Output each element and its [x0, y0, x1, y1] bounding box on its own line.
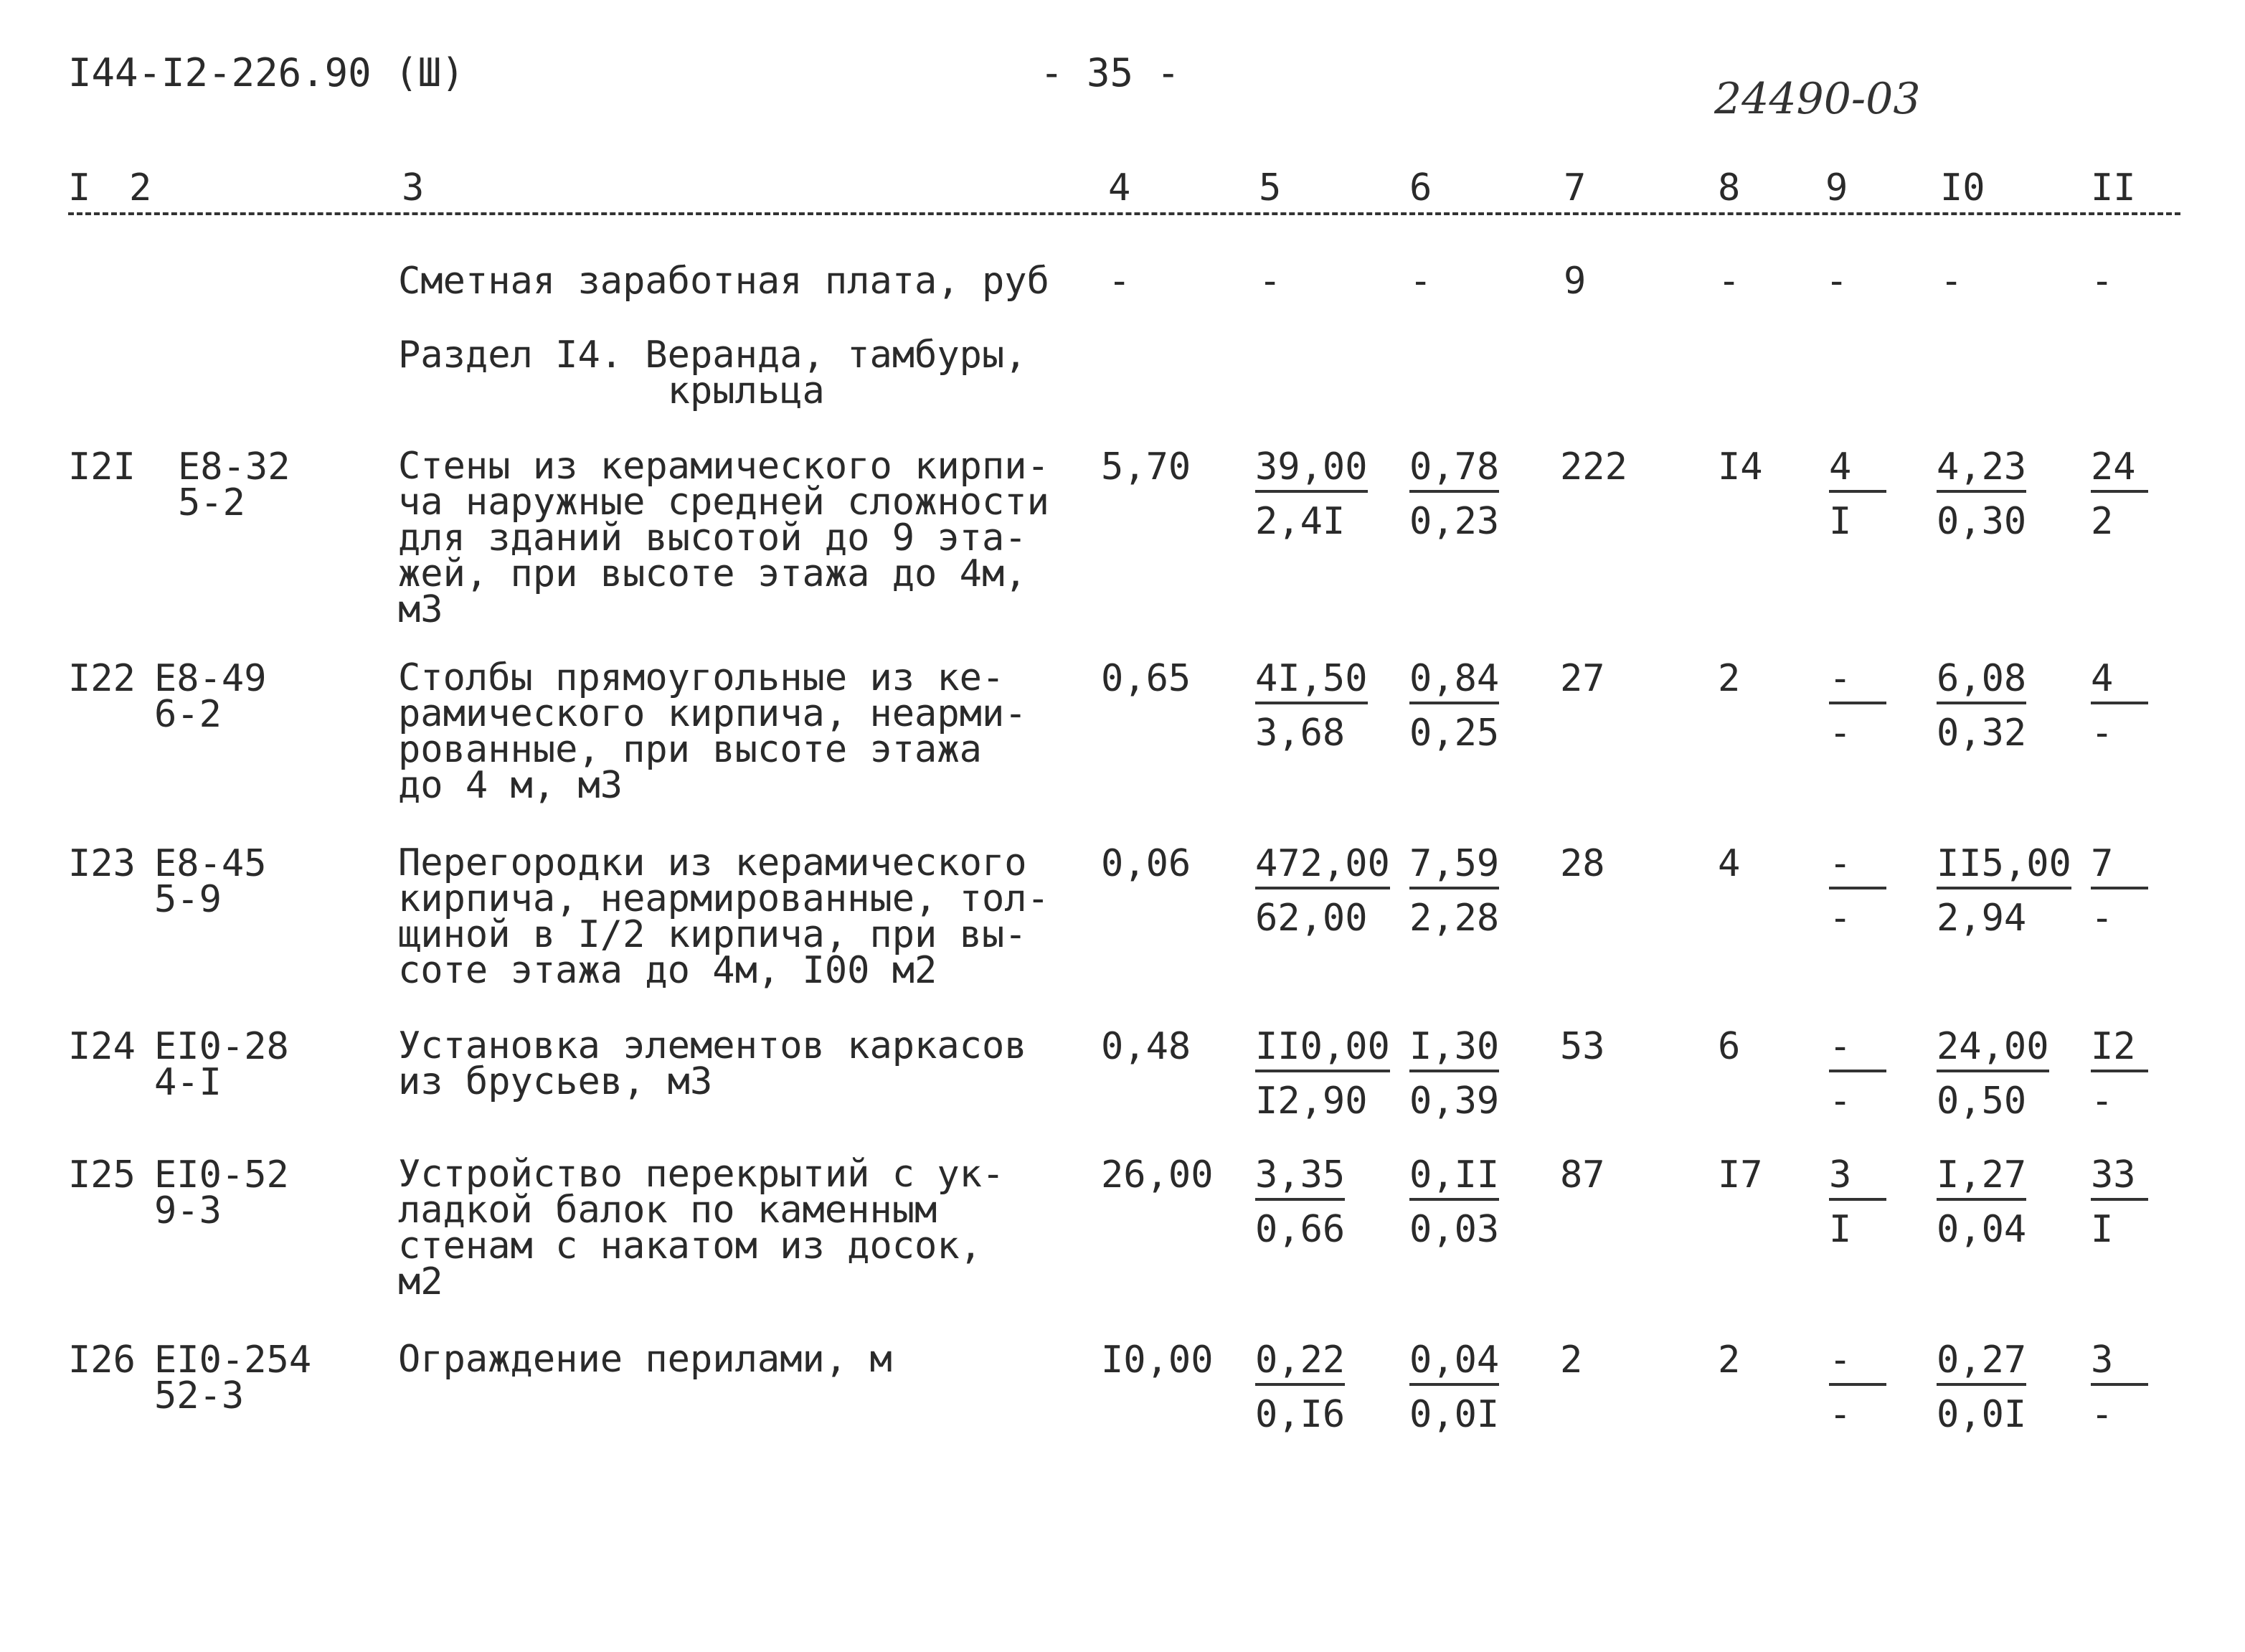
col9-fraction — [1829, 657, 1886, 755]
col6-top: I,30 — [1409, 1028, 1499, 1072]
col8-value: 2 — [1718, 657, 1741, 700]
row-number: I26 — [68, 1339, 136, 1382]
row-number: I24 — [68, 1025, 136, 1068]
col6-bottom: 0,39 — [1409, 1080, 1500, 1123]
col9-top: 4 — [1829, 448, 1886, 493]
col10-bottom: 0,32 — [1937, 712, 2027, 755]
work-description: Установка элементов каркасов из брусьев, м3 — [398, 1024, 1027, 1103]
col9-fraction — [1829, 445, 1886, 543]
page-number: - 35 - — [1040, 50, 1181, 95]
col9-top: - — [1829, 845, 1886, 889]
wage-row-label: Сметная заработная плата, руб — [398, 260, 1049, 303]
col10-bottom: 0,30 — [1937, 500, 2027, 543]
col8-value: I7 — [1718, 1153, 1763, 1196]
col9-bottom: I — [1829, 1208, 1852, 1251]
col10-bottom: 0,0I — [1937, 1393, 2027, 1436]
col5-bottom: 62,00 — [1255, 897, 1368, 940]
col11-fraction — [2091, 1153, 2148, 1251]
col5-bottom: 2,4I — [1255, 500, 1346, 543]
column-header-4: 4 — [1108, 166, 1131, 209]
col10-top: II5,00 — [1937, 845, 2071, 889]
col11-fraction — [2091, 657, 2148, 755]
col10-top: I,27 — [1937, 1156, 2026, 1201]
col10-bottom: 0,50 — [1937, 1080, 2027, 1123]
col5-top: 472,00 — [1255, 845, 1390, 889]
col6-fraction — [1409, 1153, 1500, 1251]
col11-bottom: - — [2091, 712, 2114, 755]
row-number: I23 — [68, 842, 136, 885]
col5-fraction — [1255, 1339, 1346, 1436]
work-description: Перегородки из керамического кирпича, неармированные, тол- щиной в I/2 кирпича, при вы- соте этажа до 4м, I00 м2 — [398, 841, 1049, 992]
col9-bottom: I — [1829, 500, 1852, 543]
work-description: Стены из керамического кирпи- ча наружные средней сложности для зданий высотой до 9 эта- жей, при высоте этажа до 4м, м3 — [398, 445, 1049, 631]
col6-top: 0,04 — [1409, 1341, 1499, 1386]
col5-top: 4I,50 — [1255, 660, 1368, 704]
col11-top: 33 — [2091, 1156, 2148, 1201]
wage-row-col7: 9 — [1564, 260, 1587, 303]
col10-top: 6,08 — [1937, 660, 2026, 704]
wage-row-col5: - — [1259, 260, 1282, 303]
col6-bottom: 0,25 — [1409, 712, 1500, 755]
col8-value: 6 — [1718, 1025, 1741, 1068]
column-header-7: 7 — [1564, 166, 1587, 209]
column-header-5: 5 — [1259, 166, 1282, 209]
col5-fraction — [1255, 1153, 1346, 1251]
section-title: Раздел I4. Веранда, тамбуры, крыльца — [398, 334, 1027, 412]
header-divider — [68, 212, 2180, 215]
column-header-11: II — [2091, 166, 2136, 209]
col11-bottom: I — [2091, 1208, 2114, 1251]
col7-value: 53 — [1560, 1025, 1605, 1068]
col6-bottom: 0,0I — [1409, 1393, 1500, 1436]
col6-bottom: 0,23 — [1409, 500, 1500, 543]
column-header-10: I0 — [1940, 166, 1985, 209]
col9-fraction — [1829, 1153, 1886, 1251]
column-header-3: 3 — [402, 166, 425, 209]
work-description: Ограждение перилами, м — [398, 1338, 892, 1381]
col11-bottom: - — [2091, 1393, 2114, 1436]
col10-fraction — [1937, 445, 2027, 543]
col10-fraction — [1937, 1339, 2027, 1436]
quantity: 26,00 — [1101, 1153, 1214, 1196]
quantity: 0,65 — [1101, 657, 1191, 700]
norm-code: Е8-49 — [154, 657, 267, 700]
col8-value: I4 — [1718, 445, 1763, 488]
col10-top: 0,27 — [1937, 1341, 2026, 1386]
row-number: I22 — [68, 657, 136, 700]
col9-top: - — [1829, 1341, 1886, 1386]
column-header-6: 6 — [1409, 166, 1432, 209]
col9-top: - — [1829, 660, 1886, 704]
col6-bottom: 0,03 — [1409, 1208, 1500, 1251]
col10-fraction — [1937, 1153, 2027, 1251]
col11-fraction — [2091, 1339, 2148, 1436]
col5-top: 3,35 — [1255, 1156, 1345, 1201]
col5-bottom: I2,90 — [1255, 1080, 1368, 1123]
col5-fraction — [1255, 842, 1390, 940]
norm-code: ЕI0-52 — [154, 1153, 289, 1196]
row-number: I2I — [68, 445, 136, 488]
col5-top: 39,00 — [1255, 448, 1368, 493]
work-description: Устройство перекрытий с ук- ладкой балок по каменным стенам с накатом из досок, м2 — [398, 1153, 1005, 1303]
norm-code-sub: 52-3 — [154, 1374, 245, 1417]
col9-bottom: - — [1829, 1080, 1852, 1123]
col7-value: 27 — [1560, 657, 1605, 700]
col7-value: 87 — [1560, 1153, 1605, 1196]
norm-code-sub: 5-2 — [178, 481, 245, 524]
column-header-1: I — [68, 166, 91, 209]
col9-bottom: - — [1829, 897, 1852, 940]
col11-bottom: 2 — [2091, 500, 2114, 543]
col6-fraction — [1409, 842, 1500, 940]
quantity: I0,00 — [1101, 1339, 1214, 1382]
col6-top: 0,II — [1409, 1156, 1499, 1201]
col10-top: 24,00 — [1937, 1028, 2049, 1072]
col11-fraction — [2091, 1025, 2148, 1123]
handwritten-document-number: 24490-03 — [1714, 74, 1921, 124]
col6-top: 0,78 — [1409, 448, 1499, 493]
norm-code: Е8-45 — [154, 842, 267, 885]
document-code: I44-I2-226.90 (Ш) — [68, 50, 465, 95]
col5-top: II0,00 — [1255, 1028, 1390, 1072]
col6-top: 7,59 — [1409, 845, 1499, 889]
col9-top: - — [1829, 1028, 1886, 1072]
col11-top: 7 — [2091, 845, 2148, 889]
col7-value: 28 — [1560, 842, 1605, 885]
col6-bottom: 2,28 — [1409, 897, 1500, 940]
col10-bottom: 2,94 — [1937, 897, 2027, 940]
col9-bottom: - — [1829, 1393, 1852, 1436]
col5-fraction — [1255, 1025, 1390, 1123]
col9-fraction — [1829, 842, 1886, 940]
column-header-9: 9 — [1825, 166, 1848, 209]
wage-row-col6: - — [1409, 260, 1432, 303]
norm-code: ЕI0-28 — [154, 1025, 289, 1068]
norm-code-sub: 9-3 — [154, 1189, 222, 1232]
col11-bottom: - — [2091, 1080, 2114, 1123]
col6-fraction — [1409, 1339, 1500, 1436]
col11-top: I2 — [2091, 1028, 2148, 1072]
col5-bottom: 0,I6 — [1255, 1393, 1346, 1436]
column-header-8: 8 — [1718, 166, 1741, 209]
col10-top: 4,23 — [1937, 448, 2026, 493]
col11-fraction — [2091, 842, 2148, 940]
col9-bottom: - — [1829, 712, 1852, 755]
col6-fraction — [1409, 445, 1500, 543]
wage-row-col11: - — [2091, 260, 2114, 303]
norm-code: Е8-32 — [178, 445, 290, 488]
norm-code-sub: 6-2 — [154, 693, 222, 736]
norm-code-sub: 4-I — [154, 1061, 222, 1104]
col11-top: 24 — [2091, 448, 2148, 493]
quantity: 0,06 — [1101, 842, 1191, 885]
wage-row-col8: - — [1718, 260, 1741, 303]
col5-fraction — [1255, 657, 1368, 755]
work-description: Столбы прямоугольные из ке- рамического кирпича, неарми- рованные, при высоте этажа до 4 м, м3 — [398, 656, 1027, 807]
col5-bottom: 0,66 — [1255, 1208, 1346, 1251]
wage-row-col10: - — [1940, 260, 1963, 303]
quantity: 0,48 — [1101, 1025, 1191, 1068]
col10-fraction — [1937, 1025, 2049, 1123]
col11-fraction — [2091, 445, 2148, 543]
col7-value: 222 — [1560, 445, 1627, 488]
col7-value: 2 — [1560, 1339, 1583, 1382]
col5-fraction — [1255, 445, 1368, 543]
col6-top: 0,84 — [1409, 660, 1499, 704]
col8-value: 4 — [1718, 842, 1741, 885]
norm-code: ЕI0-254 — [154, 1339, 312, 1382]
col11-top: 4 — [2091, 660, 2148, 704]
col6-fraction — [1409, 657, 1500, 755]
wage-row-col9: - — [1825, 260, 1848, 303]
col10-fraction — [1937, 657, 2027, 755]
column-header-2: 2 — [129, 166, 152, 209]
norm-code-sub: 5-9 — [154, 878, 222, 921]
wage-row-col4: - — [1108, 260, 1131, 303]
col11-top: 3 — [2091, 1341, 2148, 1386]
col9-top: 3 — [1829, 1156, 1886, 1201]
col9-fraction — [1829, 1025, 1886, 1123]
col8-value: 2 — [1718, 1339, 1741, 1382]
col9-fraction — [1829, 1339, 1886, 1436]
col10-bottom: 0,04 — [1937, 1208, 2027, 1251]
col10-fraction — [1937, 842, 2071, 940]
quantity: 5,70 — [1101, 445, 1191, 488]
col11-bottom: - — [2091, 897, 2114, 940]
col5-bottom: 3,68 — [1255, 712, 1346, 755]
row-number: I25 — [68, 1153, 136, 1196]
col5-top: 0,22 — [1255, 1341, 1345, 1386]
col6-fraction — [1409, 1025, 1500, 1123]
